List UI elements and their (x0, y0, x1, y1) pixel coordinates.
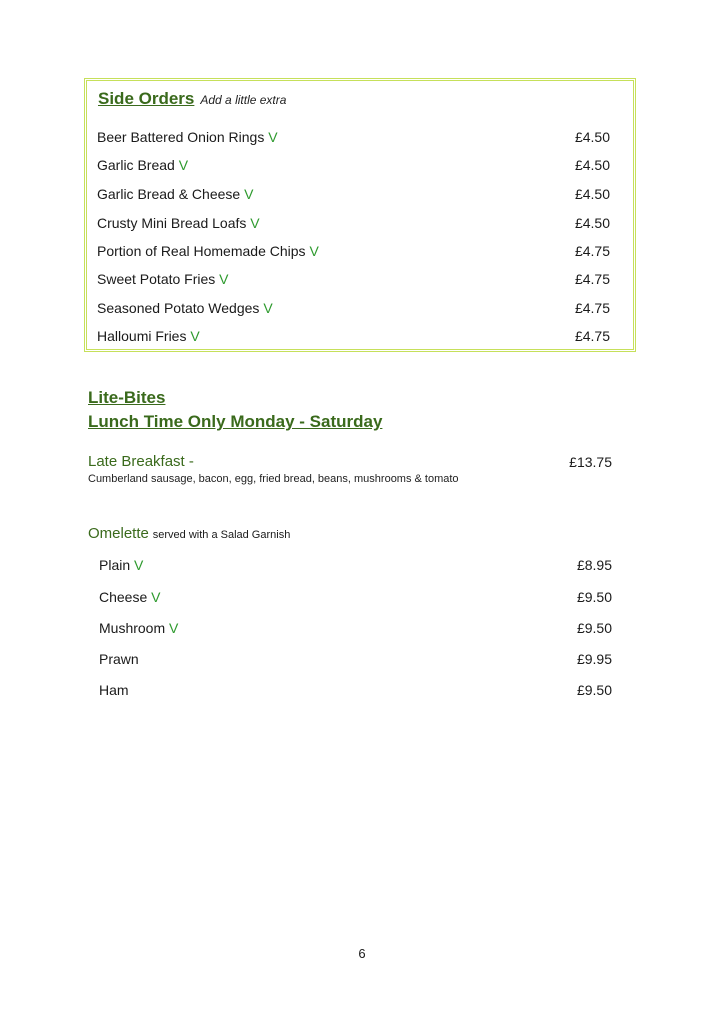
menu-item (99, 620, 178, 636)
item-price: £4.50 (574, 129, 610, 145)
vegetarian-mark: V (178, 157, 189, 173)
item-name: Garlic Bread (97, 157, 175, 173)
omelette-name: Omelette (88, 525, 149, 542)
vegetarian-mark: V (250, 215, 260, 231)
lite-bites-title: Lite-Bites (88, 388, 166, 407)
vegetarian-mark: V (169, 620, 179, 636)
item-name: Garlic Bread & Cheese (97, 186, 241, 202)
vegetarian-mark: V (151, 589, 161, 605)
menu-item (97, 215, 260, 231)
late-breakfast-price: £13.75 (569, 454, 612, 470)
item-name: Portion of Real Homemade Chips (97, 243, 306, 259)
vegetarian-mark: V (134, 557, 144, 573)
item-price: £9.50 (576, 620, 612, 636)
menu-item (97, 186, 253, 202)
item-price: £9.50 (576, 682, 612, 698)
item-name: Prawn (99, 651, 139, 667)
vegetarian-mark: V (219, 271, 229, 287)
item-name: Mushroom (99, 620, 166, 636)
vegetarian-mark: V (309, 243, 319, 259)
item-name: Ham (99, 682, 129, 698)
side-orders-subtitle: Add a little extra (200, 93, 287, 107)
late-breakfast-description: Cumberland sausage, bacon, egg, fried bread, beans, mushrooms & tomato (88, 473, 459, 485)
vegetarian-mark: V (268, 129, 278, 145)
item-price: £9.95 (576, 651, 612, 667)
item-price: £9.50 (576, 589, 612, 605)
omelette-note: served with a Salad Garnish (152, 529, 291, 541)
lite-bites-subtitle: Lunch Time Only Monday - Saturday (88, 412, 383, 431)
item-name: Beer Battered Onion Rings (97, 129, 265, 145)
item-price: £8.95 (576, 557, 612, 573)
menu-item (97, 328, 200, 344)
item-price: £4.75 (574, 328, 610, 344)
vegetarian-mark: V (263, 300, 273, 316)
menu-item (97, 271, 229, 287)
side-orders-header (98, 89, 286, 109)
page-number: 6 (358, 946, 366, 961)
vegetarian-mark: V (244, 186, 254, 202)
omelette-heading (88, 525, 290, 542)
vegetarian-mark: V (190, 328, 200, 344)
side-orders-title: Side Orders (98, 89, 195, 108)
item-name: Halloumi Fries (97, 328, 187, 344)
menu-item (99, 557, 143, 573)
item-name: Sweet Potato Fries (97, 271, 216, 287)
item-name: Plain (99, 557, 131, 573)
menu-item (99, 651, 139, 667)
item-name: Cheese (99, 589, 148, 605)
item-price: £4.75 (574, 271, 610, 287)
menu-item (97, 129, 278, 145)
menu-item (97, 157, 188, 173)
item-price: £4.75 (574, 300, 610, 316)
menu-item (99, 589, 161, 605)
late-breakfast-name: Late Breakfast - (88, 453, 194, 470)
item-price: £4.50 (574, 186, 610, 202)
item-name: Crusty Mini Bread Loafs (97, 215, 247, 231)
item-price: £4.75 (574, 243, 610, 259)
item-price: £4.50 (574, 157, 610, 173)
item-price: £4.50 (574, 215, 610, 231)
menu-item (97, 300, 273, 316)
menu-item (99, 682, 129, 698)
menu-item (97, 243, 319, 259)
item-name: Seasoned Potato Wedges (97, 300, 260, 316)
